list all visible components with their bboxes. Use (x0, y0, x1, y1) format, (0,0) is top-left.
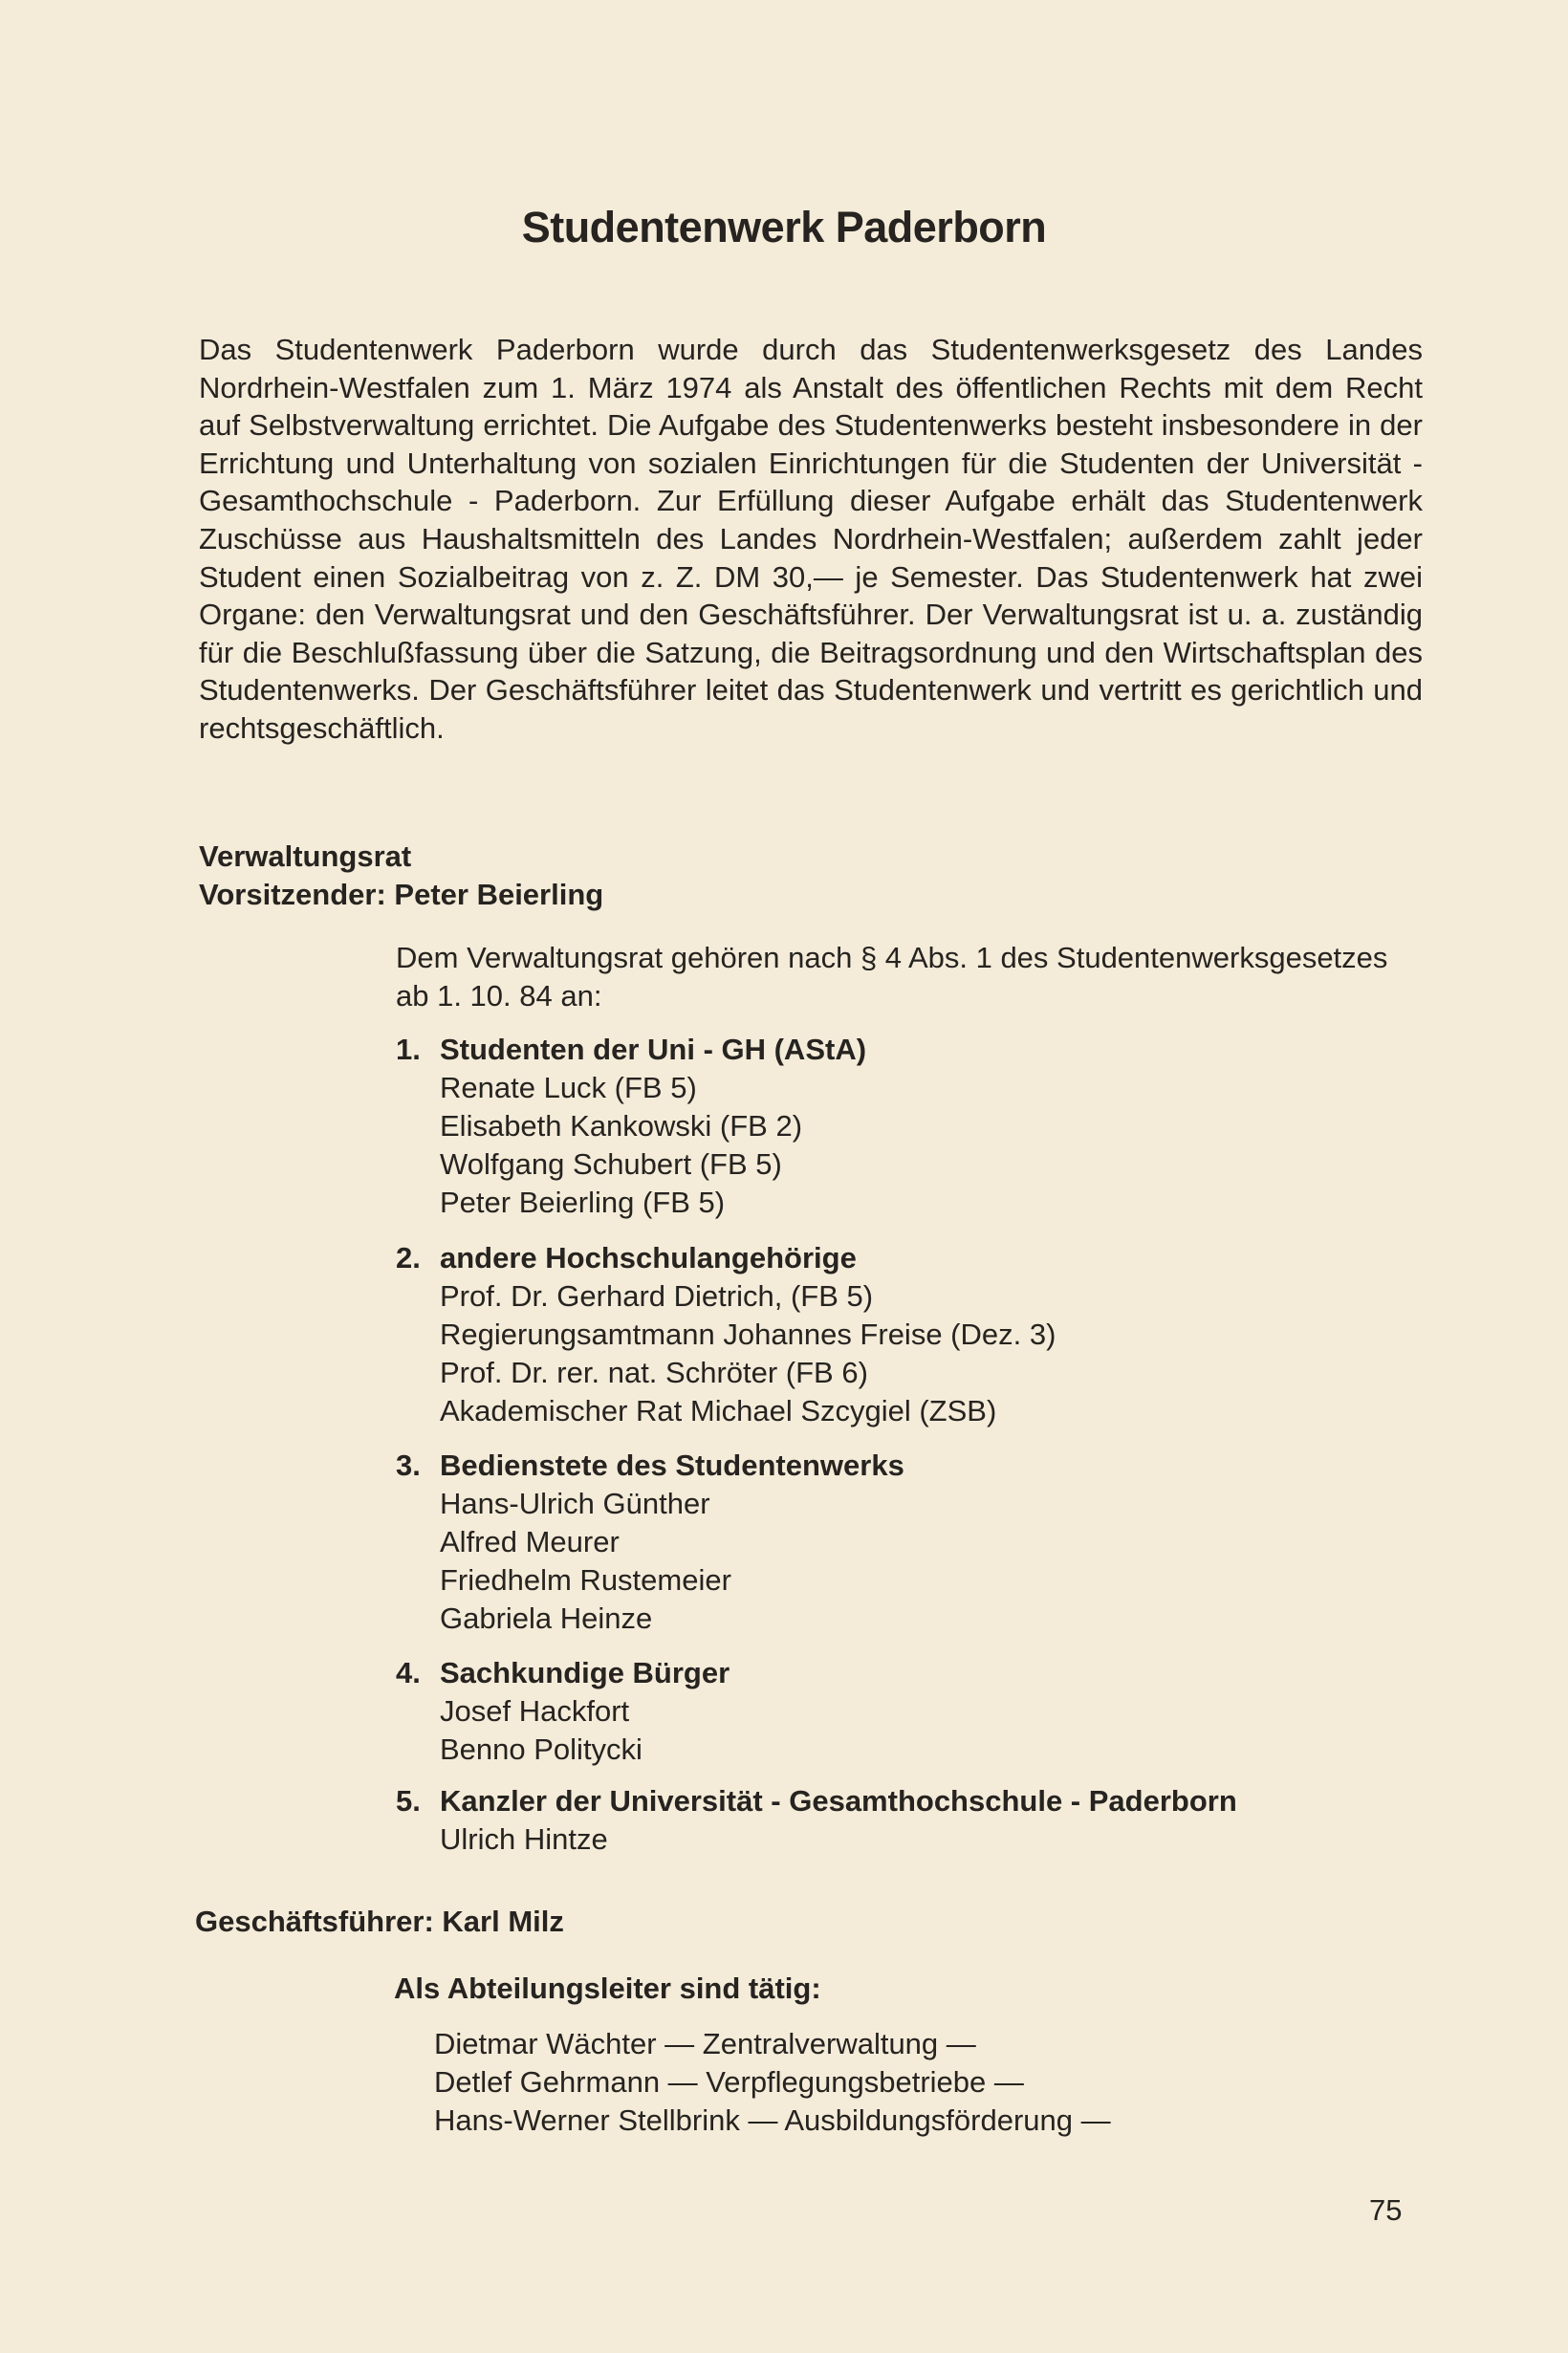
list-item: Elisabeth Kankowski (FB 2) (440, 1108, 803, 1143)
group-title: 2. andere Hochschulangehörige (396, 1241, 857, 1275)
member-list (440, 1069, 1419, 1222)
list-item: Regierungsamtmann Johannes Freise (Dez. 3) (440, 1317, 1056, 1351)
group-title: 3. Bedienstete des Studentenwerks (396, 1449, 904, 1482)
list-item: Gabriela Heinze (440, 1601, 653, 1635)
list-item: Dietmar Wächter — Zentralverwaltung — (434, 2027, 976, 2060)
group-title: 4. Sachkundige Bürger (396, 1656, 730, 1689)
list-item: Alfred Meurer (440, 1524, 620, 1558)
list-item: Ulrich Hintze (440, 1821, 608, 1856)
management-heading: Geschäftsführer: Karl Milz (195, 1905, 564, 1938)
member-list (440, 1692, 1419, 1769)
page-number: 75 (1369, 2193, 1403, 2227)
group-title: 1. Studenten der Uni - GH (AStA) (396, 1033, 867, 1066)
group-title: 5. Kanzler der Universität - Gesamthochschule - Paderborn (396, 1784, 1237, 1818)
dept-heading: Als Abteilungsleiter sind tätig: (394, 1972, 821, 2005)
council-group-4 (396, 1654, 1419, 1769)
list-item: Friedhelm Rustemeier (440, 1562, 731, 1597)
member-list (440, 1485, 1419, 1638)
list-item: Prof. Dr. Gerhard Dietrich, (FB 5) (440, 1278, 874, 1313)
council-preamble: Dem Verwaltungsrat gehören nach § 4 Abs. 1 des Studentenwerksgesetzes ab 1. 10. 84 an: (396, 941, 1388, 1013)
list-item: Renate Luck (FB 5) (440, 1070, 697, 1104)
list-item: Akademischer Rat Michael Szcygiel (ZSB) (440, 1393, 997, 1427)
council-group-5 (396, 1782, 1419, 1859)
council-heading: Verwaltungsrat (199, 839, 412, 873)
list-item: Hans-Ulrich Günther (440, 1486, 710, 1520)
list-item: Hans-Werner Stellbrink — Ausbildungsförderung — (434, 2103, 1111, 2137)
page-title: Studentenwerk Paderborn (521, 203, 1047, 251)
list-item: Prof. Dr. rer. nat. Schröter (FB 6) (440, 1355, 868, 1389)
dept-head-list (434, 2025, 1457, 2140)
list-item: Peter Beierling (FB 5) (440, 1185, 726, 1219)
intro-paragraph: Das Studentenwerk Paderborn wurde durch das Studentenwerksgesetz des Landes Nordrhein-Westfalen zum 1. März 1974 als Anstalt des öffentlichen Rechts mit dem Recht auf Selbstverwaltung errichtet. Die Aufgabe des Studentenwerks besteht insbesondere in der Errichtung und Unterhaltung von sozialen Einrichtungen für die Studenten der Universität - Gesamthochschule - Paderborn. Zur Erfüllung dieser Aufgabe erhält das Studentenwerk Zuschüsse aus Haushaltsmitteln des Landes Nordrhein-Westfalen; außerdem zahlt jeder Student einen Sozialbeitrag von z. Z. DM 30,— je Semester. Das Studentenwerk hat zwei Organe: den Verwaltungsrat und den Geschäftsführer. Der Verwaltungsrat ist u. a. zuständig für die Beschlußfassung über die Satzung, die Beitragsordnung und den Wirtschaftsplan des Studentenwerks. Der Geschäftsführer leitet das Studentenwerk und vertritt es gerichtlich und rechtsgeschäftlich. (199, 333, 1423, 745)
list-item: Wolfgang Schubert (FB 5) (440, 1146, 782, 1181)
council-chair: Vorsitzender: Peter Beierling (199, 878, 604, 911)
list-item: Josef Hackfort (440, 1693, 630, 1728)
member-list (440, 1277, 1419, 1430)
council-group-2 (396, 1239, 1419, 1430)
list-item: Benno Politycki (440, 1732, 642, 1766)
council-group-1 (396, 1031, 1419, 1222)
list-item: Detlef Gehrmann — Verpflegungsbetriebe — (434, 2065, 1024, 2099)
member-list (440, 1820, 1419, 1859)
council-group-3 (396, 1447, 1419, 1638)
